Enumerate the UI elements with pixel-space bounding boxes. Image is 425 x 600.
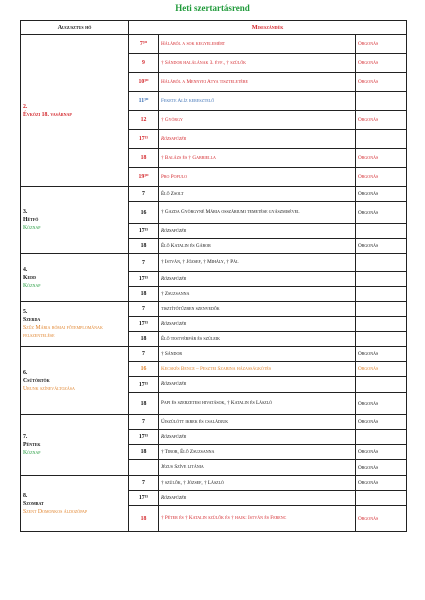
celebrant [356,302,407,317]
day-cell [21,415,129,476]
celebrant: Orgonás [356,202,407,224]
mass-time: 18 [129,393,159,415]
day-name: Csütörtök [23,377,50,384]
mass-intention: Fekete Alíz keresztelő [159,92,356,111]
celebrant: Orgonás [356,149,407,168]
day-number: 4. [23,266,28,273]
mass-intention: Rózsafüzér [159,430,356,445]
day-cell [21,347,129,415]
day-cell [21,254,129,302]
mass-time: 18 [129,445,159,460]
celebrant: Orgonás [356,187,407,202]
schedule-row [21,187,407,202]
day-number: 6. [23,369,28,376]
mass-time: 7 [129,415,159,430]
mass-intention: † Tibor, Élő Zsuzsanna [159,445,356,460]
mass-time: 17¹⁵ [129,272,159,287]
day-name: Kedd [23,274,36,281]
liturgical-day: Köznap [23,282,41,289]
celebrant: Orgonás [356,393,407,415]
day-name: Hétfő [23,217,39,223]
mass-intention: † Gazda Györgyné Mária osszáriumi temetése gyászmisével [159,202,356,224]
mass-time: 17¹⁵ [129,317,159,332]
mass-time: 16 [129,362,159,377]
mass-intention: Kecskés Bence – Pesztei Szabina házasságkötés [159,362,356,377]
day-number: 8. [23,492,28,499]
mass-intention: Rózsafüzér [159,491,356,506]
mass-time: 9 [129,54,159,73]
mass-intention: tisztítótűzben szenvedők [159,302,356,317]
celebrant: Orgonás [356,362,407,377]
mass-time: 17¹⁵ [129,491,159,506]
mass-time: 7³⁰ [129,35,159,54]
schedule-row [21,476,407,491]
mass-time: 12 [129,111,159,130]
schedule-row [21,347,407,362]
mass-time: 19³⁰ [129,168,159,187]
mass-intention: † Balázs és † Gabriella [159,149,356,168]
schedule-row [21,254,407,272]
mass-time: 17¹⁵ [129,130,159,149]
liturgical-day: Szűz Mária római főtemplomának felszentelése [23,325,103,339]
celebrant: Orgonás [356,73,407,92]
mass-intention: † Sándor [159,347,356,362]
day-cell [21,476,129,532]
celebrant [356,491,407,506]
celebrant: Orgonás [356,347,407,362]
mass-intention: † György [159,111,356,130]
day-name: Évközi 18. vasárnap [23,111,72,118]
mass-time: 18 [129,506,159,532]
day-name: Szombat [23,500,44,507]
day-cell [21,187,129,254]
day-number: 5. [23,309,28,315]
header-intention: Miseszándék [129,21,407,35]
mass-time: 18 [129,332,159,347]
liturgical-day: Urunk színeváltozása [23,385,75,392]
schedule-row [21,35,407,54]
day-number: 7. [23,434,28,440]
mass-intention: Rózsafüzér [159,272,356,287]
day-cell [21,302,129,347]
mass-intention: Rózsafüzér [159,377,356,393]
mass-time [129,460,159,476]
celebrant: Orgonás [356,460,407,476]
celebrant [356,130,407,149]
header-day: Augusztus hó [21,21,129,35]
celebrant: Orgonás [356,239,407,254]
day-name: Szerda [23,317,41,323]
mass-intention: Hálából a sok kegyelemért [159,35,356,54]
celebrant [356,254,407,272]
day-number: 2. [23,103,28,110]
celebrant: Orgonás [356,35,407,54]
day-name: Péntek [23,442,41,448]
celebrant [356,224,407,239]
celebrant: Orgonás [356,476,407,491]
header-row [21,21,407,35]
mass-time: 11³⁰ [129,92,159,111]
liturgical-day: Köznap [23,450,41,456]
mass-schedule-table [20,20,407,532]
mass-intention: Élő Katalin és Gábor [159,239,356,254]
page-title: Heti szertartásrend [175,3,250,13]
celebrant [356,272,407,287]
mass-time: 16 [129,202,159,224]
day-number: 3. [23,209,28,215]
mass-time: 17¹⁵ [129,430,159,445]
schedule-row [21,415,407,430]
celebrant: Orgonás [356,506,407,532]
mass-time: 7 [129,476,159,491]
celebrant [356,287,407,302]
liturgical-day: Szent Domonkos áldozópap [23,508,88,515]
mass-intention: Rózsafüzér [159,130,356,149]
mass-intention: Papi és szerzetesi hivatások, † Katalin és László [159,393,356,415]
celebrant: Orgonás [356,415,407,430]
mass-time: 17¹⁵ [129,224,159,239]
schedule-row [21,302,407,317]
mass-intention: † Sándor halálának 3. évf., † szülők [159,54,356,73]
celebrant: Orgonás [356,168,407,187]
mass-intention: † István, † József, † Mihály, † Pál [159,254,356,272]
day-cell [21,35,129,187]
celebrant [356,332,407,347]
celebrant: Orgonás [356,111,407,130]
mass-time: 17¹⁵ [129,377,159,393]
celebrant: Orgonás [356,54,407,73]
mass-time: 18 [129,149,159,168]
mass-time: 7 [129,302,159,317]
mass-time: 7 [129,254,159,272]
mass-intention: † Zsuzsanna [159,287,356,302]
celebrant: Orgonás [356,445,407,460]
mass-time: 18 [129,287,159,302]
celebrant [356,92,407,111]
mass-time: 10³⁰ [129,73,159,92]
mass-intention: Rózsafüzér [159,224,356,239]
mass-intention: † Péter és † Katalin szülők és † hajk: István és Ferenc [159,506,356,532]
mass-intention: Élő testvérpár és szüleik [159,332,356,347]
mass-intention: Élő Zsolt [159,187,356,202]
mass-intention: Rózsafüzér [159,317,356,332]
mass-intention: Hálából a Mennyei Atya tiszteletére [159,73,356,92]
mass-intention: Jézus Szíve litánia [159,460,356,476]
mass-intention: Pro Populo [159,168,356,187]
mass-time: 7 [129,347,159,362]
celebrant [356,317,407,332]
mass-intention: Újszülött ikrek és családjuk [159,415,356,430]
celebrant [356,430,407,445]
mass-intention: † szülők, † József, † László [159,476,356,491]
celebrant [356,377,407,393]
mass-time: 7 [129,187,159,202]
liturgical-day: Köznap [23,225,41,231]
mass-time: 18 [129,239,159,254]
